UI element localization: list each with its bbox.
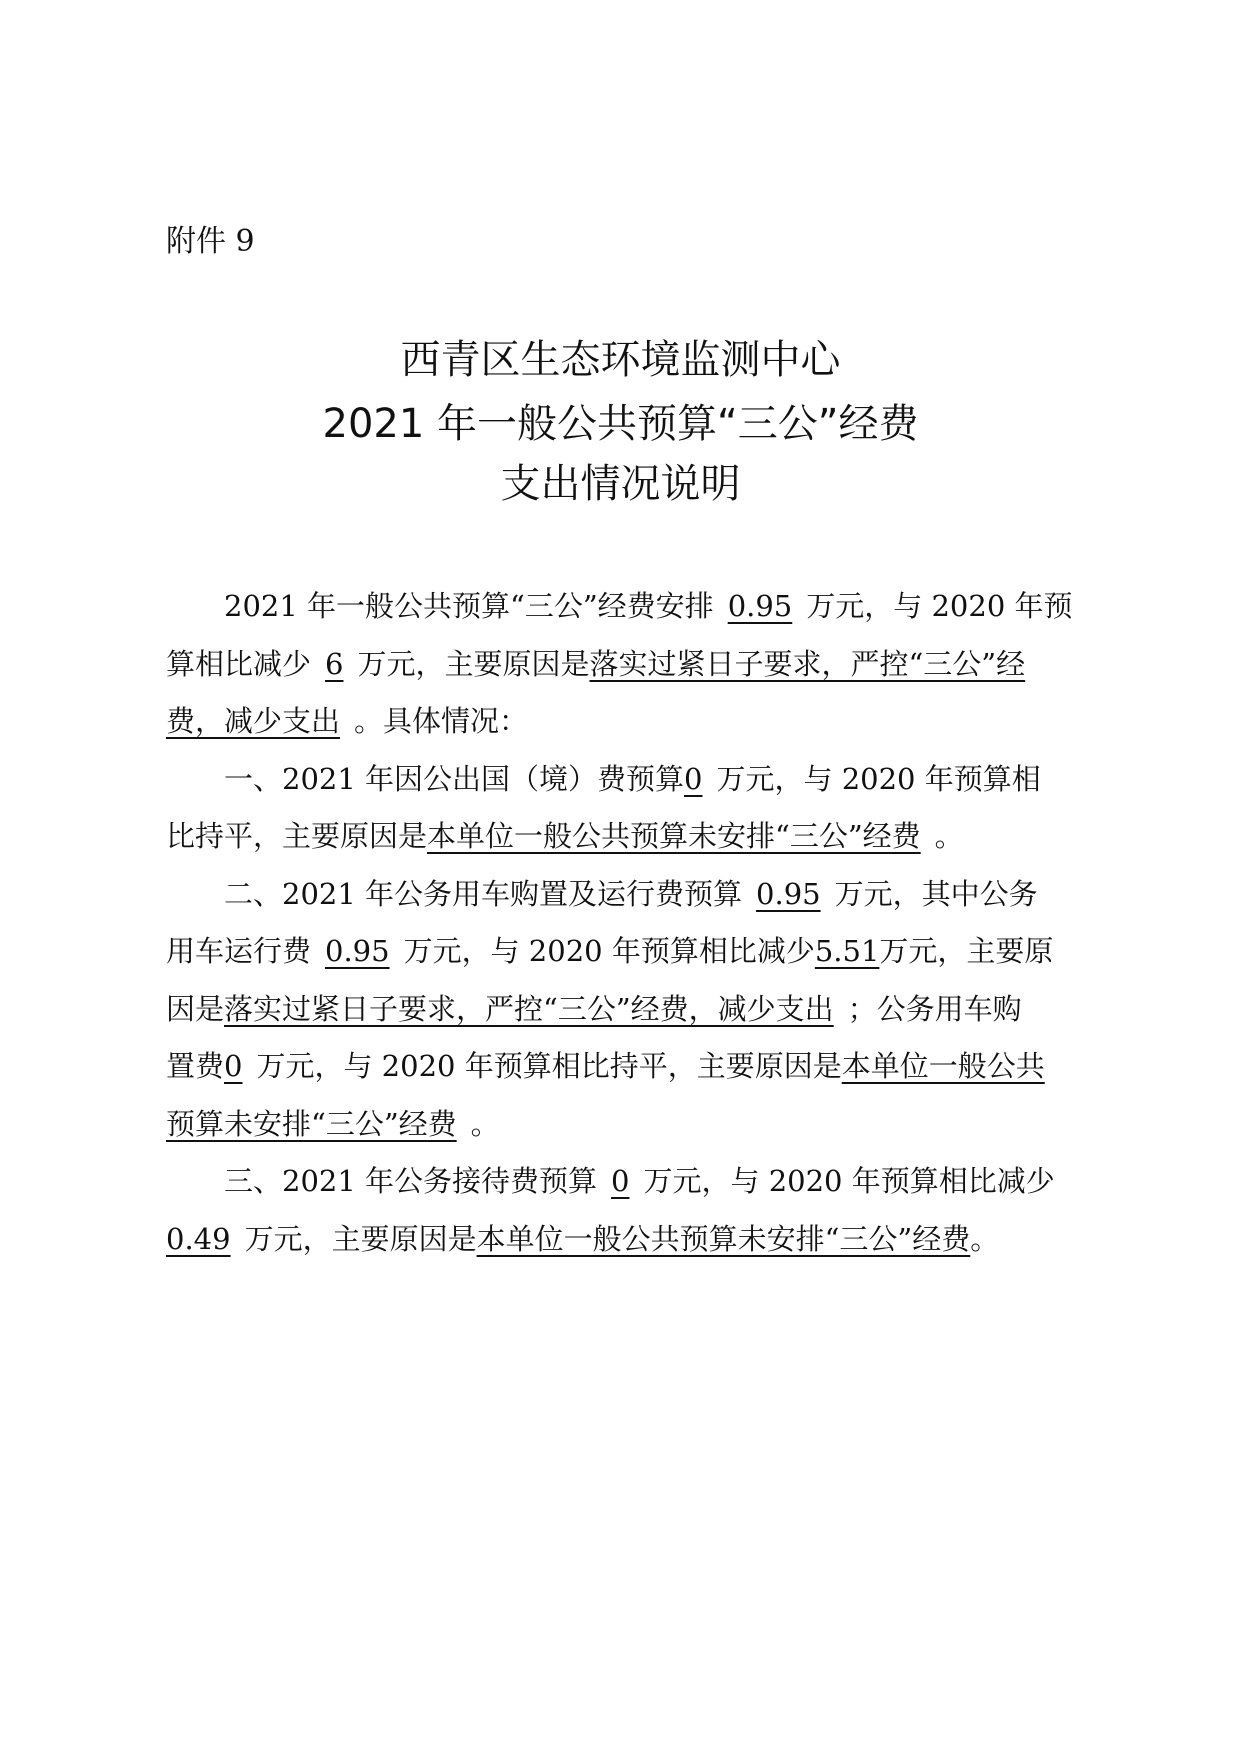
reason-text: 本单位一般公共 xyxy=(841,1049,1045,1083)
reason-text: 费，减少支出 xyxy=(166,704,341,738)
document-body xyxy=(166,578,1082,1268)
text: 万元，与 2020 年预算相比持平，主要原因是 xyxy=(256,1049,842,1083)
text: 。 xyxy=(970,1221,1000,1256)
text: ；公务用车购 xyxy=(847,991,1022,1026)
text: 万元，与 2020 年预算相 xyxy=(716,761,1041,796)
reason-text: 本单位一般公共预算未安排“三公”经费 xyxy=(427,819,921,853)
title-line-2: 2021 年一般公共预算“三公”经费 xyxy=(322,401,919,447)
text: 算相比减少 xyxy=(166,646,312,681)
vehicle-purchase-amount: 0 xyxy=(224,1049,243,1083)
title-line-1: 西青区生态环境监测中心 xyxy=(400,337,841,383)
text: 万元，主要原因是 xyxy=(244,1221,477,1256)
text: 三、2021 年公务接待费预算 xyxy=(224,1164,598,1198)
text: 因是 xyxy=(166,991,225,1026)
title-line-3: 支出情况说明 xyxy=(500,461,741,507)
text: 比持平，主要原因是 xyxy=(166,819,428,853)
reason-text: 预算未安排“三公”经费 xyxy=(166,1106,457,1141)
text: 。具体情况： xyxy=(354,704,529,738)
text: 二、2021 年公务用车购置及运行费预算 xyxy=(224,876,743,911)
decrease-amount: 6 xyxy=(325,646,344,681)
vehicle-amount: 0.95 xyxy=(756,876,821,911)
overseas-amount: 0 xyxy=(684,761,703,796)
vehicle-operation-amount: 0.95 xyxy=(325,934,390,968)
paragraph-overseas xyxy=(166,751,1082,866)
text: 。 xyxy=(934,819,964,853)
reason-text: 落实过紧日子要求，严控“三公”经费，减少支出 xyxy=(224,991,834,1026)
attachment-label: 附件 9 xyxy=(166,224,255,259)
paragraph-summary xyxy=(166,578,1082,751)
text: 万元，主要原 xyxy=(879,934,1054,968)
text: 万元，与 2020 年预算相比减少 xyxy=(403,934,815,968)
text: 万元，与 2020 年预 xyxy=(806,589,1073,623)
vehicle-decrease-amount: 5.51 xyxy=(814,934,880,968)
text: 万元，主要原因是 xyxy=(357,646,590,681)
reception-amount: 0 xyxy=(611,1164,630,1198)
text: 万元，其中公务 xyxy=(834,876,1038,911)
text: 置费 xyxy=(166,1049,225,1083)
reason-text: 落实过紧日子要求，严控“三公”经 xyxy=(589,646,1026,681)
reason-text: 本单位一般公共预算未安排“三公”经费 xyxy=(476,1221,971,1256)
text: 2021 年一般公共预算“三公”经费安排 xyxy=(224,589,714,623)
total-amount: 0.95 xyxy=(727,589,793,623)
paragraph-reception xyxy=(166,1153,1082,1268)
reception-decrease-amount: 0.49 xyxy=(166,1221,231,1256)
text: 万元，与 2020 年预算相比减少 xyxy=(643,1164,1055,1198)
text: 用车运行费 xyxy=(166,934,312,968)
text: 。 xyxy=(470,1106,500,1141)
text: 一、2021 年因公出国（境）费预算 xyxy=(224,761,685,796)
paragraph-vehicle xyxy=(166,866,1082,1154)
